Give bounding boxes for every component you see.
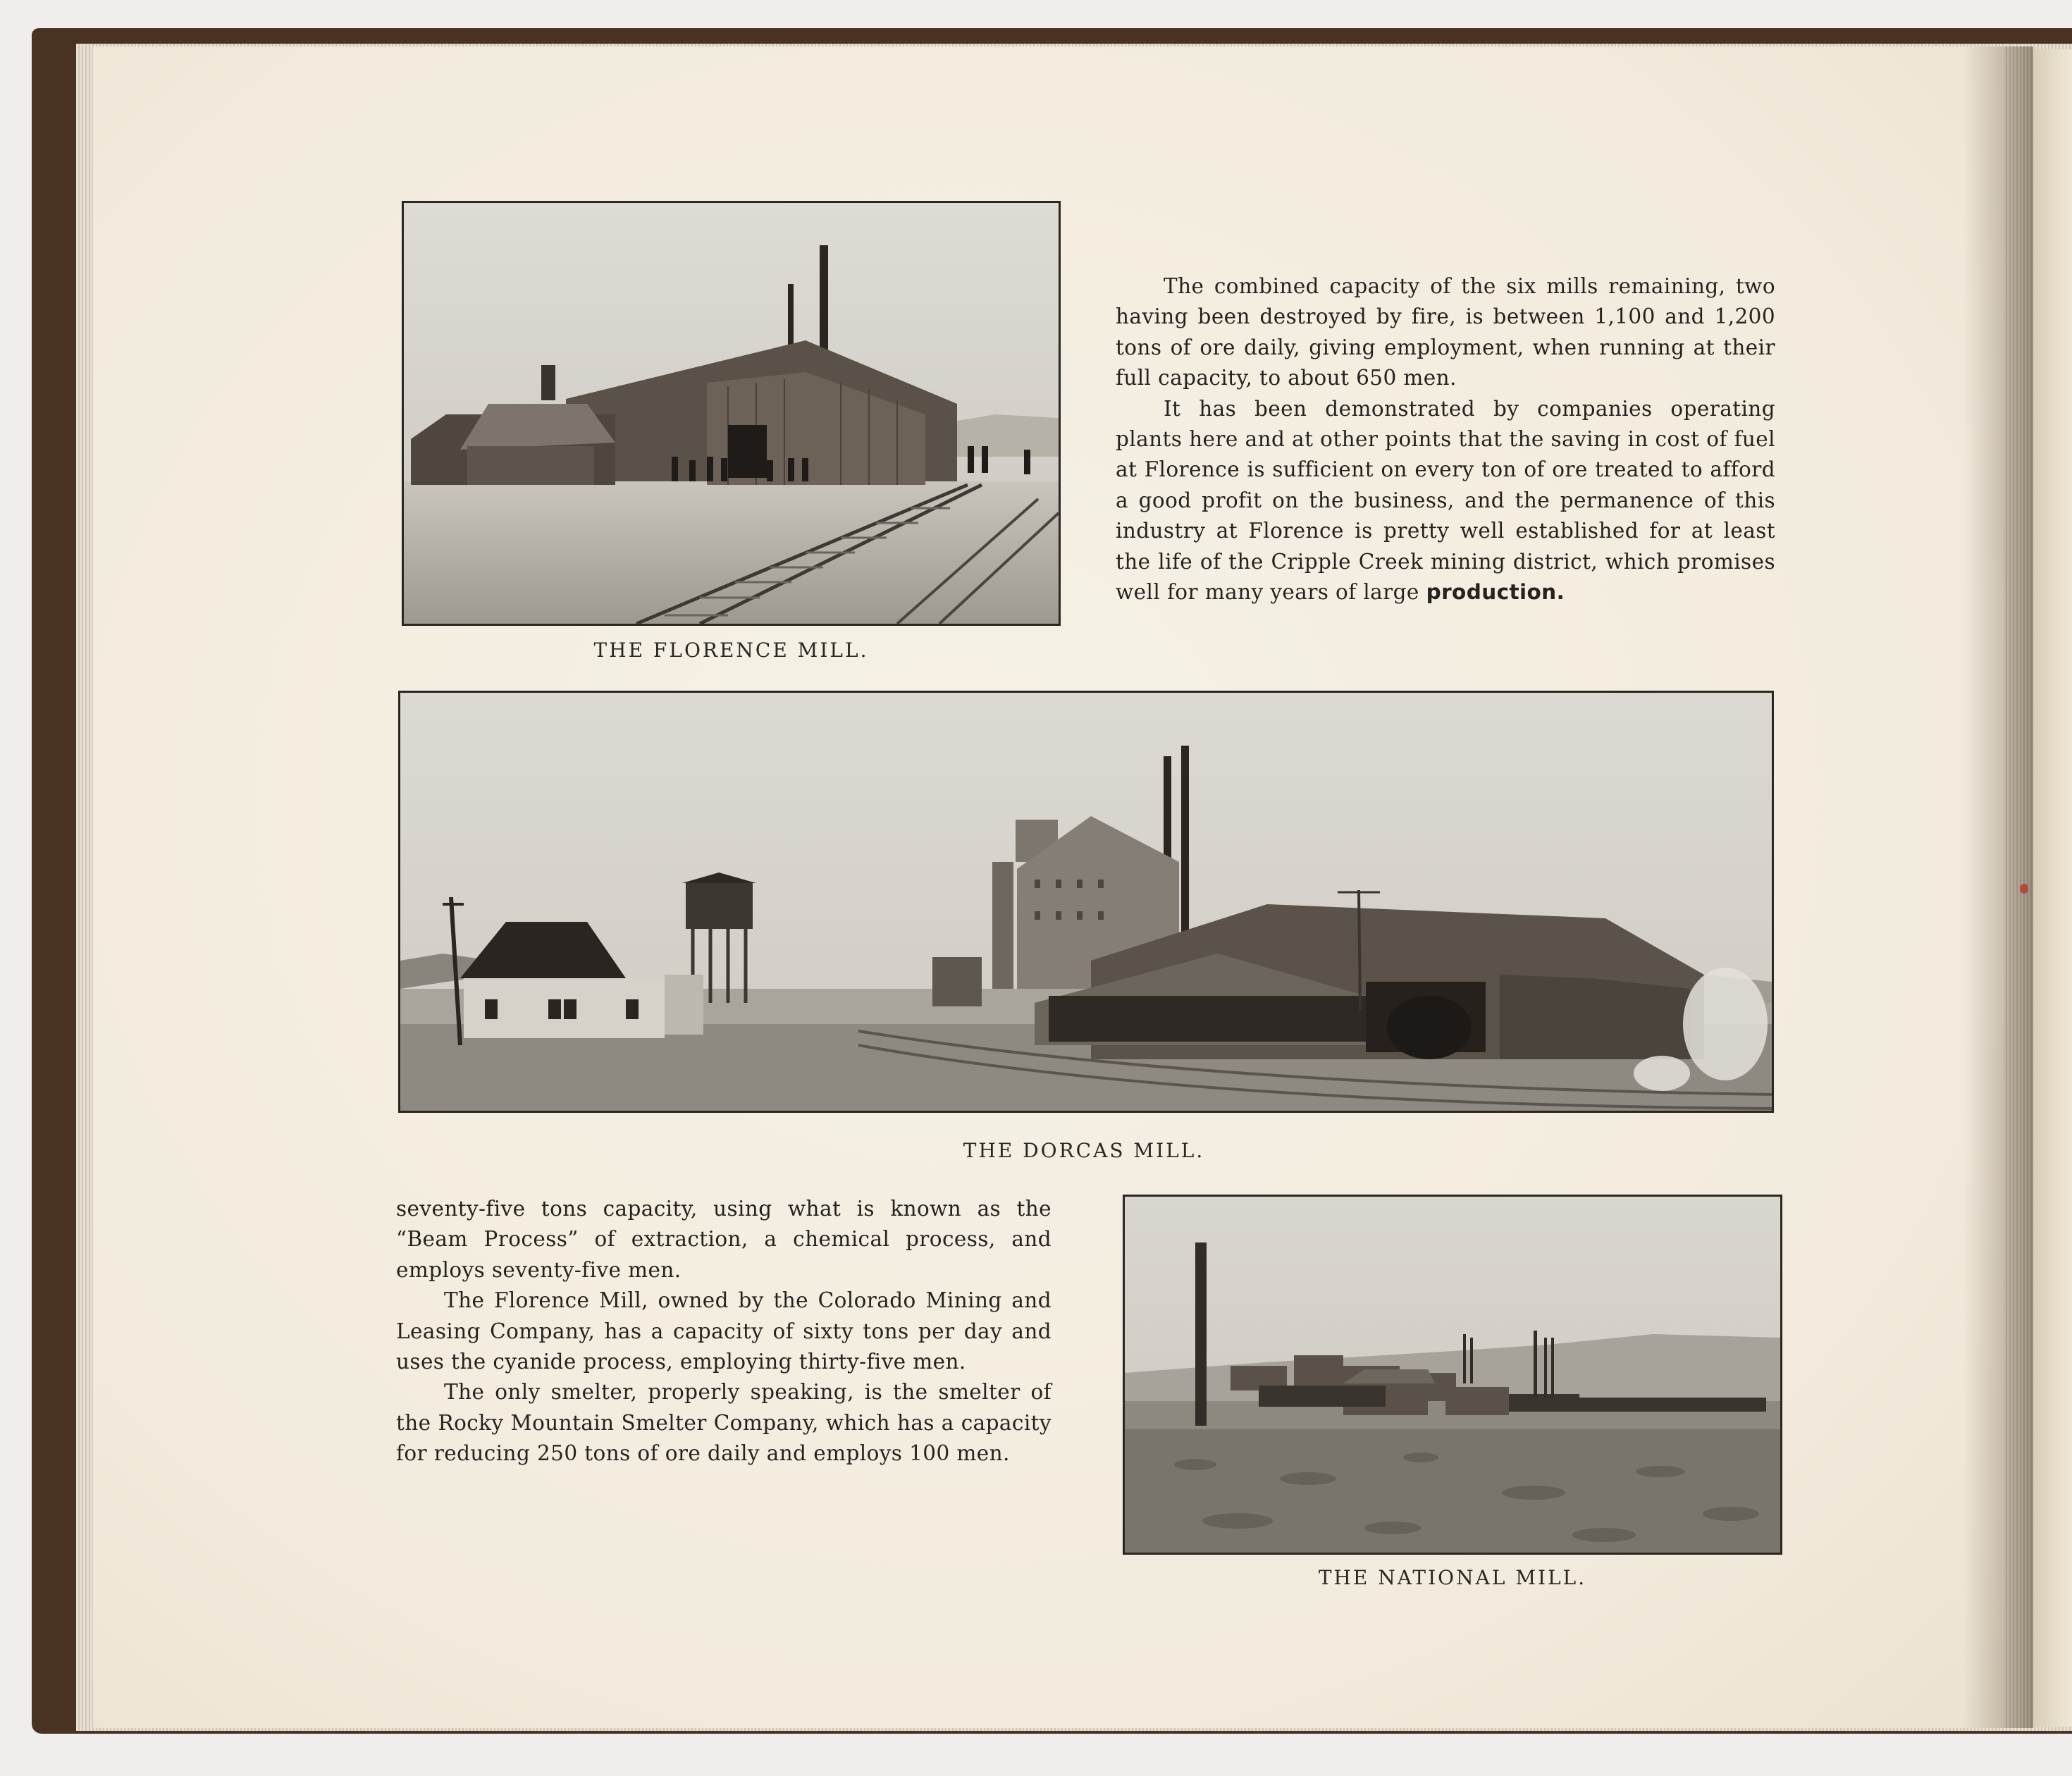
bottom-paragraph-2: The Florence Mill, owned by the Colorado Mining and Leasing Company, has a capacity of sixty tons per day and uses the cyanide process, employing thirty-five men. [396, 1288, 1052, 1374]
bottom-paragraphs [396, 1194, 1052, 1469]
dorcas-mill-caption: THE DORCAS MILL. [963, 1139, 1205, 1162]
florence-mill-caption: THE FLORENCE MILL. [593, 639, 869, 662]
top-paragraph-2-text: It has been demonstrated by companies operating plants here and at other points that the saving in cost of fuel at Florence is sufficient on every ton of ore treated to afford a good profit on the business, and the permanence of this industry at Florence is pretty well established for at least the life of the Cripple Creek mining district, which promises well for many years of large [1116, 396, 1775, 605]
top-paragraphs [1116, 271, 1775, 608]
top-paragraph-2-bold: production. [1426, 580, 1565, 605]
bottom-paragraph-3: The only smelter, properly speaking, is the smelter of the Rocky Mountain Smelter Company, which has a capacity for reducing 250 tons of ore daily and employs 100 men. [396, 1380, 1052, 1466]
top-paragraph-1: The combined capacity of the six mills remaining, two having been destroyed by fire, is between 1,100 and 1,200 tons of ore daily, giving employment, when running at their full capacity, to about 650 men. [1116, 274, 1775, 390]
dorcas-mill-photo [398, 691, 1774, 1113]
facing-page-edge [2033, 49, 2072, 1727]
national-mill-caption: THE NATIONAL MILL. [1318, 1566, 1587, 1589]
florence-mill-photo [402, 201, 1061, 626]
top-paragraph-2 [1116, 394, 1775, 608]
binding-mark [2020, 884, 2028, 894]
bottom-paragraph-1: seventy-five tons capacity, using what is known as the “Beam Process” of extraction, a chemical process, and employs seventy-five men. [396, 1197, 1052, 1282]
national-mill-photo [1123, 1195, 1782, 1555]
